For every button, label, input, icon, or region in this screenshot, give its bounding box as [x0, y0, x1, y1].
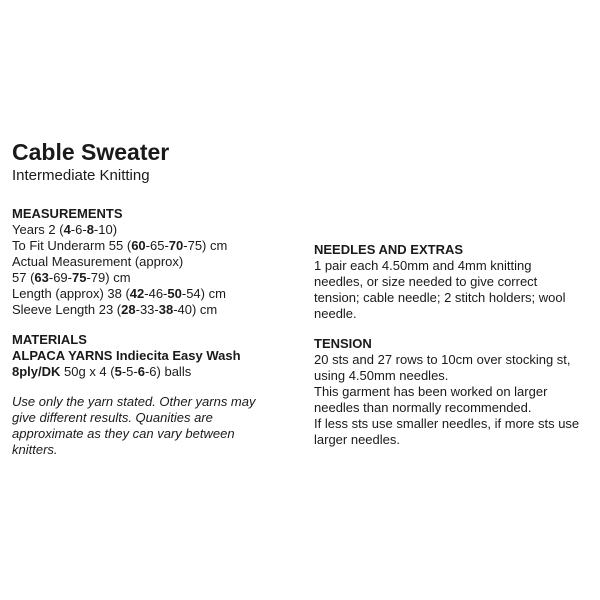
- needles-line: needle.: [314, 306, 357, 321]
- text-segment: -10): [93, 222, 118, 237]
- text-segment: -5-: [121, 364, 138, 379]
- tension-list: [314, 352, 594, 448]
- text-segment: Length (approx) 38 (: [12, 286, 130, 301]
- text-segment: -6) balls: [144, 364, 192, 379]
- bold-size-value: 28: [121, 302, 136, 317]
- text-segment: Sleeve Length 23 (: [12, 302, 122, 317]
- bold-size-value: 42: [129, 286, 145, 301]
- text-segment: -75) cm: [183, 238, 228, 253]
- pattern-subtitle: Intermediate Knitting: [12, 167, 150, 184]
- text-segment: -46-: [144, 286, 168, 301]
- measurement-line: [12, 286, 302, 302]
- yarn-note-line: Use only the yarn stated. Other yarns may: [12, 394, 256, 409]
- text-segment: 57 (: [12, 270, 35, 285]
- bold-size-value: 8: [86, 222, 94, 237]
- bold-size-value: 50: [167, 286, 182, 301]
- text-segment: To Fit Underarm 55 (: [12, 238, 132, 253]
- text-segment: -40) cm: [173, 302, 218, 317]
- material-line: [12, 348, 302, 364]
- needles-line: tension; cable needle; 2 stitch holders; wool: [314, 290, 566, 305]
- needles-list: [314, 258, 594, 322]
- text-segment: -79) cm: [86, 270, 131, 285]
- bold-size-value: 38: [158, 302, 174, 317]
- measurement-line: [12, 302, 302, 318]
- measurement-line: [12, 222, 302, 238]
- needles-line: 1 pair each 4.50mm and 4mm knitting: [314, 258, 532, 273]
- bold-size-value: 75: [72, 270, 87, 285]
- bold-size-value: 70: [168, 238, 184, 253]
- right-column: [314, 242, 594, 448]
- tension-line: needles than normally recommended.: [314, 400, 532, 415]
- tension-line: 20 sts and 27 rows to 10cm over stocking st,: [314, 352, 571, 367]
- tension-line: If less sts use smaller needles, if more sts use: [314, 416, 580, 431]
- measurements-list: [12, 222, 302, 318]
- measurement-line: [12, 254, 302, 270]
- measurement-line: [12, 238, 302, 254]
- bold-size-value: 4: [63, 222, 71, 237]
- materials-heading: MATERIALS: [12, 332, 87, 347]
- materials-list: [12, 348, 302, 380]
- bold-size-value: 5: [114, 364, 122, 379]
- text-segment: -33-: [135, 302, 159, 317]
- yarn-note-line: approximate as they can vary between: [12, 426, 235, 441]
- needles-heading: NEEDLES AND EXTRAS: [314, 242, 464, 257]
- bold-size-value: 6: [137, 364, 145, 379]
- tension-heading: TENSION: [314, 336, 372, 351]
- bold-size-value: 8ply/DK: [12, 364, 61, 379]
- measurements-heading: MEASUREMENTS: [12, 206, 123, 221]
- text-segment: Years 2 (: [12, 222, 64, 237]
- left-column: [12, 206, 302, 458]
- tension-line: using 4.50mm needles.: [314, 368, 449, 383]
- tension-line: larger needles.: [314, 432, 400, 447]
- bold-size-value: ALPACA YARNS Indiecita Easy Wash: [12, 348, 241, 363]
- pattern-title: Cable Sweater: [12, 139, 170, 165]
- bold-size-value: 63: [34, 270, 49, 285]
- text-segment: -6-: [70, 222, 87, 237]
- yarn-note: [12, 394, 302, 458]
- text-segment: -69-: [48, 270, 72, 285]
- measurement-line: [12, 270, 302, 286]
- material-line: [12, 364, 302, 380]
- yarn-note-line: knitters.: [12, 442, 58, 457]
- tension-line: This garment has been worked on larger: [314, 384, 548, 399]
- text-segment: 50g x 4 (: [60, 364, 115, 379]
- text-segment: -65-: [145, 238, 169, 253]
- needles-line: needles, or size needed to give correct: [314, 274, 538, 289]
- yarn-note-line: give different results. Quanities are: [12, 410, 213, 425]
- text-segment: -54) cm: [181, 286, 226, 301]
- bold-size-value: 60: [131, 238, 146, 253]
- text-segment: Actual Measurement (approx): [12, 254, 184, 269]
